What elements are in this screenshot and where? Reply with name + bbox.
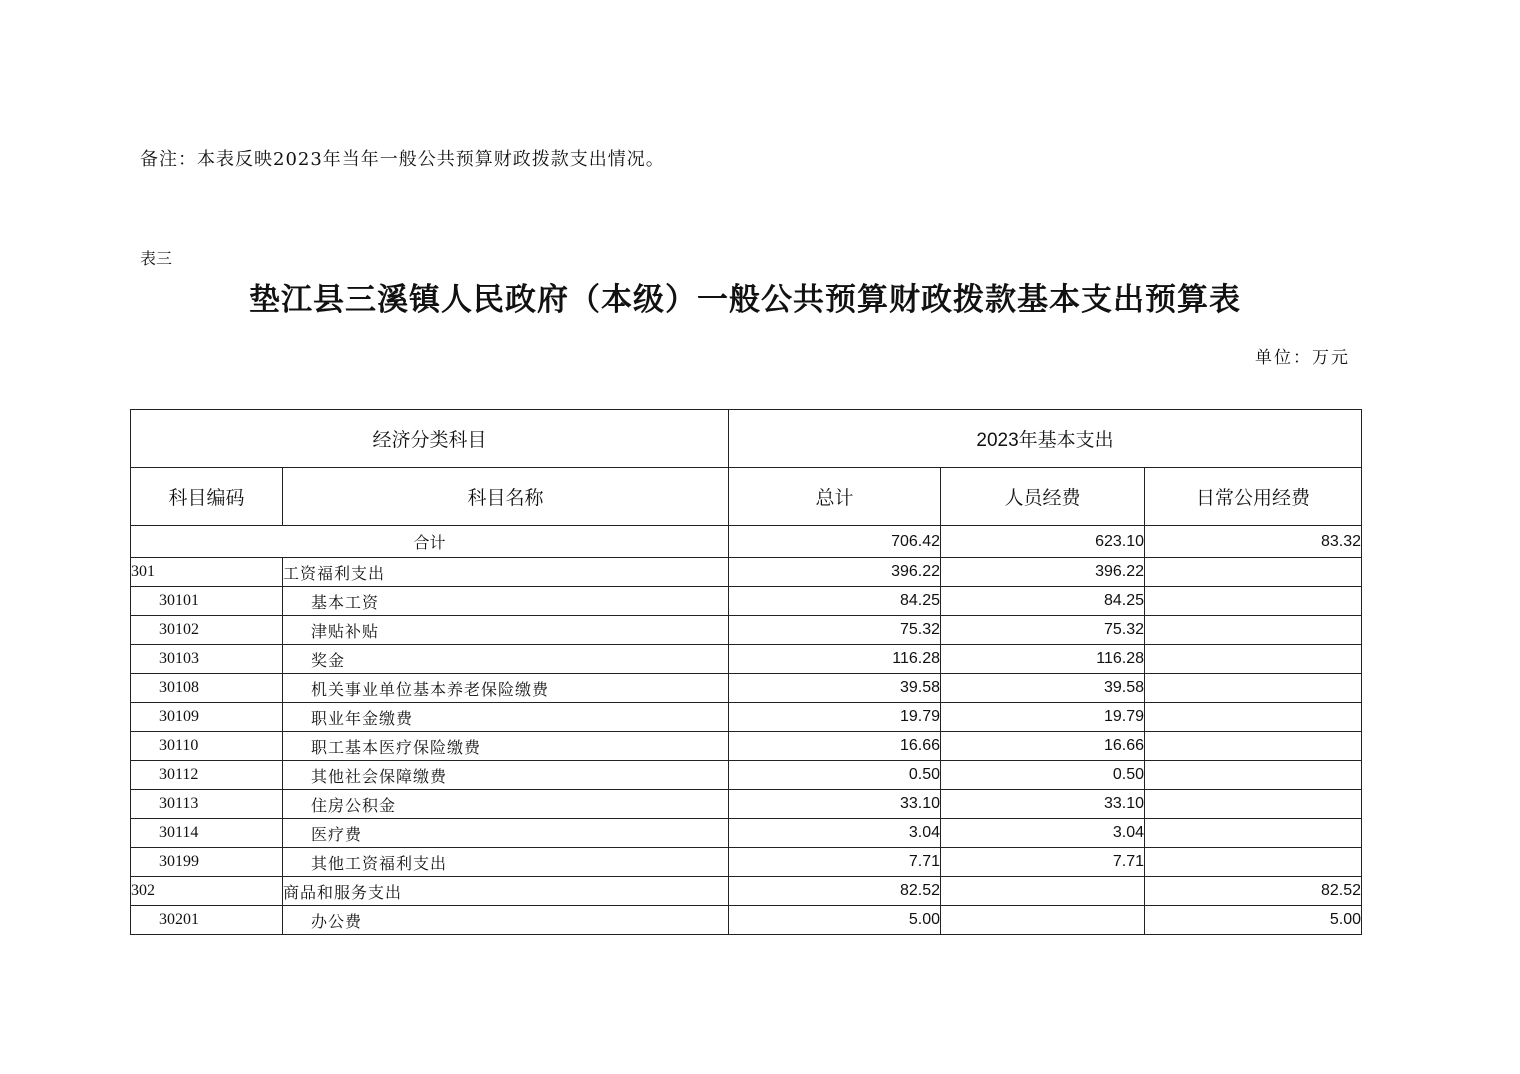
row-total: 116.28 [729, 645, 941, 674]
row-public [1145, 819, 1362, 848]
row-subject-name: 职业年金缴费 [283, 703, 729, 732]
row-total: 82.52 [729, 877, 941, 906]
row-subject-name: 其他工资福利支出 [283, 848, 729, 877]
row-personnel: 39.58 [941, 674, 1145, 703]
row-total: 5.00 [729, 906, 941, 935]
header-row-columns [131, 468, 1362, 526]
table-number-label: 表三 [140, 249, 173, 268]
budget-table [130, 409, 1362, 935]
row-subject-code: 30103 [131, 645, 283, 674]
row-total: 7.71 [729, 848, 941, 877]
row-subject-name: 办公费 [283, 906, 729, 935]
table-row [131, 703, 1362, 732]
row-subject-code: 30114 [131, 819, 283, 848]
row-total: 0.50 [729, 761, 941, 790]
row-public [1145, 732, 1362, 761]
row-subject-name: 机关事业单位基本养老保险缴费 [283, 674, 729, 703]
row-subject-name: 医疗费 [283, 819, 729, 848]
page-title: 垫江县三溪镇人民政府（本级）一般公共预算财政拨款基本支出预算表 [249, 282, 1241, 318]
header-personnel-expense: 人员经费 [941, 468, 1145, 526]
header-basic-expenditure-2023: 2023年基本支出 [729, 410, 1362, 468]
row-subject-name: 职工基本医疗保险缴费 [283, 732, 729, 761]
table-row [131, 674, 1362, 703]
row-public [1145, 616, 1362, 645]
row-public [1145, 558, 1362, 587]
row-personnel: 0.50 [941, 761, 1145, 790]
row-subject-code: 30108 [131, 674, 283, 703]
row-total: 39.58 [729, 674, 941, 703]
row-subject-name: 住房公积金 [283, 790, 729, 819]
header-public-expense: 日常公用经费 [1145, 468, 1362, 526]
header-total: 总计 [729, 468, 941, 526]
row-personnel [941, 877, 1145, 906]
row-subject-name: 其他社会保障缴费 [283, 761, 729, 790]
table-row [131, 587, 1362, 616]
unit-label: 单位：万元 [1255, 348, 1350, 368]
total-personnel: 623.10 [941, 526, 1145, 558]
row-personnel: 396.22 [941, 558, 1145, 587]
row-total: 75.32 [729, 616, 941, 645]
table-row [131, 790, 1362, 819]
row-subject-code: 30102 [131, 616, 283, 645]
table-row [131, 761, 1362, 790]
table-row [131, 616, 1362, 645]
row-total: 396.22 [729, 558, 941, 587]
row-subject-code: 30201 [131, 906, 283, 935]
row-personnel: 19.79 [941, 703, 1145, 732]
row-total: 16.66 [729, 732, 941, 761]
remark-note: 备注：本表反映2023年当年一般公共预算财政拨款支出情况。 [140, 149, 665, 170]
row-subject-name: 基本工资 [283, 587, 729, 616]
header-subject-code: 科目编码 [131, 468, 283, 526]
total-amount: 706.42 [729, 526, 941, 558]
row-public [1145, 587, 1362, 616]
row-subject-name: 奖金 [283, 645, 729, 674]
total-label: 合计 [131, 526, 729, 558]
row-personnel: 84.25 [941, 587, 1145, 616]
row-public [1145, 703, 1362, 732]
row-public: 82.52 [1145, 877, 1362, 906]
total-public: 83.32 [1145, 526, 1362, 558]
row-public [1145, 645, 1362, 674]
table-row [131, 732, 1362, 761]
row-public [1145, 790, 1362, 819]
row-subject-code: 30112 [131, 761, 283, 790]
total-row [131, 526, 1362, 558]
header-subject-name: 科目名称 [283, 468, 729, 526]
row-public: 5.00 [1145, 906, 1362, 935]
row-subject-code: 301 [131, 558, 283, 587]
row-total: 3.04 [729, 819, 941, 848]
row-total: 33.10 [729, 790, 941, 819]
row-subject-code: 30109 [131, 703, 283, 732]
row-personnel [941, 906, 1145, 935]
row-subject-name: 工资福利支出 [283, 558, 729, 587]
table-row [131, 906, 1362, 935]
row-personnel: 3.04 [941, 819, 1145, 848]
row-personnel: 16.66 [941, 732, 1145, 761]
row-public [1145, 761, 1362, 790]
table-row [131, 645, 1362, 674]
table-row [131, 558, 1362, 587]
row-public [1145, 848, 1362, 877]
row-personnel: 116.28 [941, 645, 1145, 674]
row-public [1145, 674, 1362, 703]
header-economic-classification: 经济分类科目 [131, 410, 729, 468]
row-personnel: 7.71 [941, 848, 1145, 877]
row-total: 19.79 [729, 703, 941, 732]
table-row [131, 877, 1362, 906]
row-subject-code: 30101 [131, 587, 283, 616]
row-subject-code: 302 [131, 877, 283, 906]
row-subject-code: 30113 [131, 790, 283, 819]
table-row [131, 848, 1362, 877]
row-subject-code: 30110 [131, 732, 283, 761]
row-personnel: 33.10 [941, 790, 1145, 819]
row-subject-code: 30199 [131, 848, 283, 877]
row-personnel: 75.32 [941, 616, 1145, 645]
row-total: 84.25 [729, 587, 941, 616]
row-subject-name: 商品和服务支出 [283, 877, 729, 906]
header-row-group [131, 410, 1362, 468]
row-subject-name: 津贴补贴 [283, 616, 729, 645]
table-row [131, 819, 1362, 848]
